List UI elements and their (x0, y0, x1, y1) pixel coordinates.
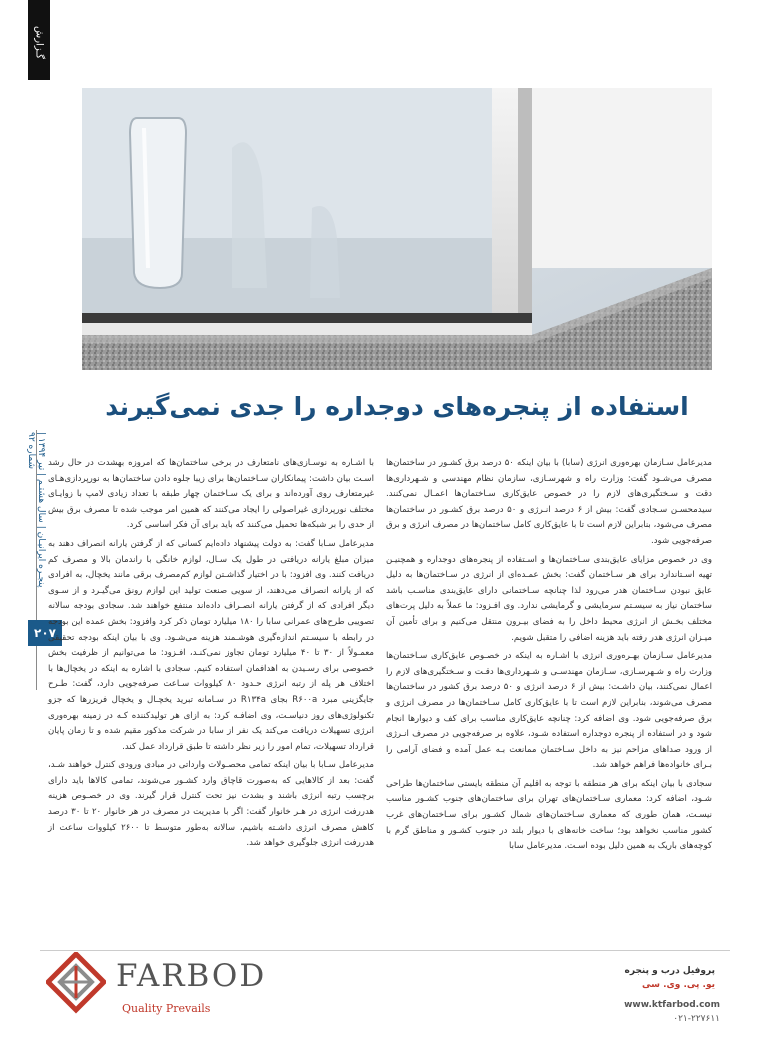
brand-tagline: Quality Prevails (122, 1002, 211, 1015)
article-column-left (48, 456, 374, 849)
products-title: پروفیل درب و پنجره (624, 966, 715, 976)
website-link[interactable]: www.ktfarbod.com (624, 1000, 720, 1010)
paragraph: مدیرعامل سـازمان بهره‌وری انرژی (سابا) با بیان اینکه ۵۰ درصد برق کشـور در ساختمان‌ها مصرف می‌شـود گفت: وزارت راه و شهرسـازی، سازمان نظام مهندسی و شـهرداری‌ها دقت و سـختگیری‌های لازم را در خصوص عایق‌کاری سـاختمان‌ها اعمـال نمی‌کنند. سیدمحسـن سـجادی گفت: بیش از ۶ درصد انـرژی و ۵۰ درصد برق کشـور در ساختمان‌ها مصرف می‌شود، بنابراین لازم است تا با عایق‌کاری کامل ساختمان‌ها در مصرف انرژی و برق صرفه‌جویی شود. (386, 458, 713, 546)
article-headline: استفاده از پنجره‌های دوجداره را جدی نمی‌گیرند (105, 392, 689, 421)
article-photo (82, 88, 712, 370)
paragraph: مدیرعامل سـابا با بیان اینکه تمامی محصـولات وارداتی در مبادی ورودی کنترل خواهند شـد، گفت: بعد از کالاهایی که به‌صورت قاچاق وارد کشـور می‌شوند، تمامی کالاها باید دارای برچسب رتبه انرژی باشند و بشدت نیز تحت کنترل قرار گیرند. وی در خصـوص هزینه هدررفت انرژی در هـر خانوار گفت: اگر با مدیریت در مصرف در هر خانوار ۲۰ تا ۳۰ درصد کاهش مصرف انرژی داشـته باشیم، سالانه به‌طور متوسط تا ۲۶۰۰ کیلووات ساعت از هدررفت انرژی جلوگیری خواهد شد. (48, 760, 374, 849)
section-tab (28, 0, 50, 80)
farbod-diamond-logo-icon (46, 952, 106, 1018)
paragraph: با اشـاره به نوسـازی‌های نامتعارف در برخی ساختمان‌ها که امروزه بهشدت در حال رشد اسـت بیان داشت: پیمانکاران سـاختمان‌ها برای زیبا جلوه دادن ساختمان‌ها به نورپردازی‌هـای غیرمتعارف روی آورده‌اند و برای یک سـاختمان چهار طبقه با تعداد زیادی لامپ با زوایـای مختلف نورپردازی غیراصولی را ایجاد می‌کنند که همین امر موجب شده تا مصرف برق بیش از حدی را بر شبکه‌ها تحمیل می‌کنند که باید برای آن فکر اساسی کرد. (48, 458, 374, 531)
products-types: یو. پی. وی. سی (642, 980, 715, 990)
footer-divider (40, 950, 730, 951)
page-number: ۲۰۷ (28, 620, 62, 646)
brand-name: FARBOD (116, 958, 267, 994)
issue-meta: پنجـره ایرانیـان | سال هشتـم | تیر ۱۳۹۴ | شماره ۹۲ (26, 432, 46, 588)
paragraph: سجادی با بیان اینکه برای هر منطقه با توجه به اقلیم آن منطقه بایستی ساختمان‌ها طراحی شـود، اضافه کرد: معماری سـاختمان‌های تهران برای ساختمان‌های جنوب کشـور مناسب نیسـت، همان طوری که معماری سـاختمان‌های شمال کشـور برای سـاختمان‌های غرب کشور مناسب نخواهد بود؛ ساخت خانه‌های با دیوار بلند در جنوب کشـور و مناطق گرم با کوچه‌های باریک به همین دلیل بوده اسـت. مدیرعامل سابا (386, 778, 712, 852)
section-label: گـزارش (33, 26, 45, 60)
paragraph: مدیرعامل سـازمان بهـره‌وری انرژی با اشـاره به اینکه در خصـوص عایق‌کاری سـاختمان‌ها وزارت راه و شـهرسـازی، سـازمان مهندسـی و شـهرداری‌ها دقـت و سـختگیری‌های لازم را اعمال نمی‌کنند، بیان داشـت: بیش از ۶ درصد انرژی و ۵۰ درصد برق کشور در ساختمان‌ها مصرف می‌شوند، بنابراین لازم است تا با عایق‌کاری کامل سـاختمان‌ها در مصرف انرژی و برق صرفه‌جویی شود. وی اضافه کرد: چنانچه عایق‌کاری مناسب برای کف و دیوارها انجام شود و در استفاده از پنجره دوجداره استفاده شـود، علاوه بر صرفه‌جویی در مصرف انـرژی از ورود صداهای مزاحم نیز به داخل سـاختمان ممانعت بـه عمل آمده و فضای آرامی را بـرای خانواده‌ها فراهم خواهد شد. (386, 651, 713, 771)
phone-number: ۰۲۱-۲۲۷۶۱۱ (673, 1014, 720, 1024)
article-column-right (386, 456, 713, 852)
paragraph: وی در خصوص مزایای عایق‌بندی سـاختمان‌ها و اسـتفاده از پنجره‌های دوجداره و همچنیـن تهیه اسـتاندارد برای هر سـاختمان گفت: بخش عمـده‌ای از انرژی در سـاختمان‌ها به دلیل عایق نبودن سـاختمان هدر می‌رود لذا چنانچه سـاختمانی دارای عایق‌بندی مناسـب باشد ساختمان نیاز به سیسـتم سرمایشی و گرمایشی ندارد. وی افـزود: ما عملاً به دلیل پرت‌های مختلف بخـش از انرژی محیط داخل را به فضای بیـرون منتقل می‌کنیم و برای تأمین آن میـزان انرژی هدر رفته باید هزینه اضافی را متقبل شویم. (386, 554, 712, 643)
paragraph: مدیرعامل سـابا گفت: به دولت پیشنهاد داده‌ایم کسانی که از گرفتن یارانه انصراف دهند به میزان مبلغ یارانه دریافتی در طول یک سـال، لوازم خانگی با راندمان بالا و مصرف کم دریافت کنند. وی افزود: با در اختیار گذاشـتن لوازم کم‌مصرف برقی مانند یخچال، به افرادی که از یارانه انصراف می‌دهند، از سویی صنعت تولید این لوازم رونق می‌گیـرد و از سـوی دیگر افرادی که از گرفتن یارانه انصـراف داده‌اند منتفع خواهند شد. سجادی بودجه سالانه تصویبی طرح‌های عمرانی سابا را ۱۸۰ میلیارد تومان ذکر کرد وافزود: بخش عمده این بودجه در رابطه با سیسـتم اندازه‌گیری هوشـمند هزینه می‌شـود. وی با بیان اینکه بودجه تحقیقی معمـولاً از ۳۰ تا ۴۰ میلیارد تومان تجاوز نمی‌کنـد، افـزود: ما می‌توانیم از ظرفیت بخش خصوصی برای رسـیدن به اهدافمان استفاده کنیم. سجادی با اشاره به اینکه در یخچال‌ها با اختلاف هر پله از رتبه انرژی حـدود ۸۰ کیلووات سـاعت صرفه‌جویی دارد، گفت: طـرح جایگزینی مبرد R۶۰۰a بجای R۱۳۴a در سـامانه تبرید یخچـال و یخچال فریزرها که جزو تکنولوژی‌های روز دنیاسـت، وی اضافـه کرد: به ازای هر تولید‌کننده کـه در زمینه بهره‌وری انرژی تسهیلات دریافت می‌کند یک نفر از سابا در شرکت مذکور مقیم شده و تا زمان پایان قرارداد تسهیلات، تمام امور را زیر نظر داشته تا طبق قرارداد عمل کند. (48, 538, 374, 752)
window-photo-illustration (82, 88, 712, 370)
